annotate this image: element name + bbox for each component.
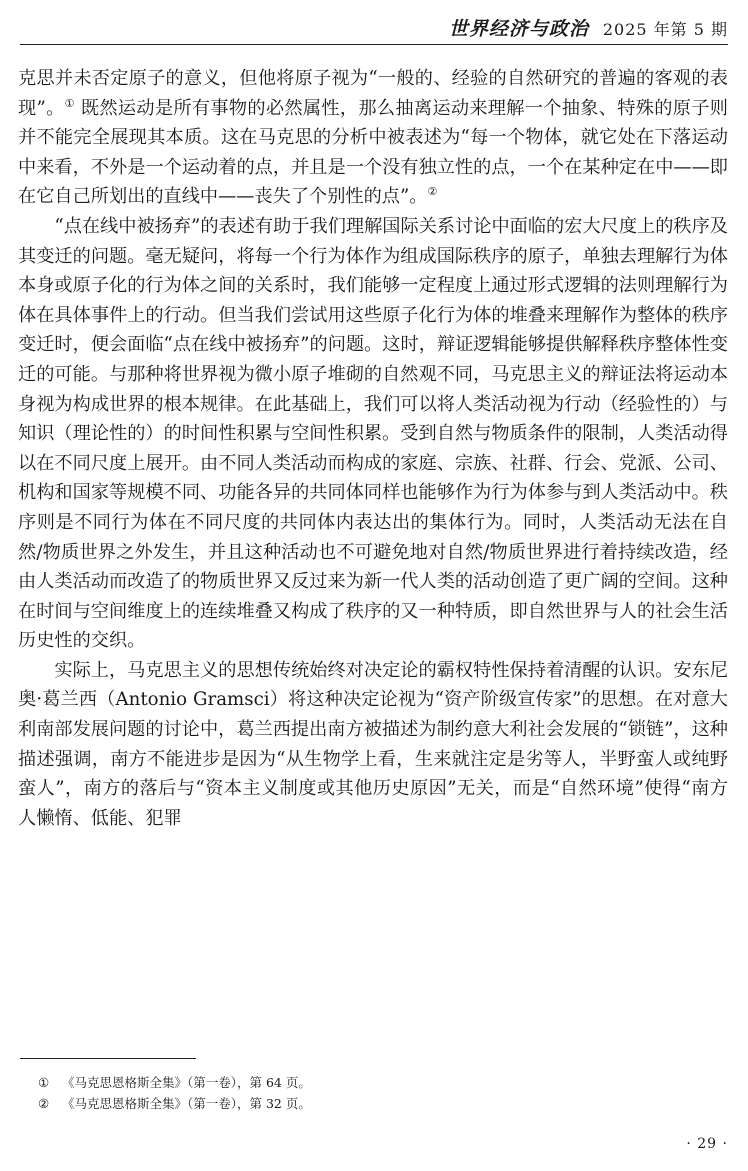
paragraph-text: 实际上，马克思主义的思想传统始终对决定论的霸权特性保持着清醒的认识。安东尼奥·葛兰西（Antonio Gramsci）将这种决定论视为“资产阶级宣传家”的思想。在对意大利南部发展问题的讨论中，葛兰西提出南方被描述为制约意大利社会发展的“锁链”，这种描述强调，南方不能进步是因为“从生物学上看，生来就注定是劣等人，半野蛮人或纯野蛮人”，南方的落后与“资本主义制度或其他历史原因”无关，而是“自然环境”使得“南方人懒惰、低能、犯罪 (18, 659, 728, 829)
footnote-marker: ② (38, 1096, 50, 1111)
paragraph-text: 克思并未否定原子的意义，但他将原子视为“一般的、经验的自然研究的普遍的客观的表现”。 (18, 68, 728, 119)
footnote-marker: ① (38, 1075, 50, 1090)
footnote-reference[interactable]: ① (64, 96, 75, 110)
footnote-divider (20, 1058, 196, 1059)
footnote-reference[interactable]: ② (427, 185, 438, 199)
journal-logo: 世界经济与政治 (448, 18, 589, 40)
running-header (20, 14, 728, 45)
issue-label: 2025 年第 5 期 (602, 20, 728, 39)
page-number: · 29 · (686, 1136, 728, 1152)
paragraph (18, 656, 728, 834)
paragraph (18, 212, 728, 656)
footnote-text: 《马克思恩格斯全集》（第一卷），第 64 页。 (62, 1075, 311, 1090)
footnote-text: 《马克思恩格斯全集》（第一卷），第 32 页。 (62, 1096, 311, 1111)
paragraph (18, 64, 728, 212)
footnotes (38, 1072, 311, 1114)
paragraph-text: 既然运动是所有事物的必然属性，那么抽离运动来理解一个抽象、特殊的原子则并不能完全展现其本质。这在马克思的分析中被表述为“每一个物体，就它处在下落运动中来看，不外是一个运动着的点，并且是一个没有独立性的点，一个在某种定在中——即在它自己所划出的直线中——丧失了个别性的点”。 (18, 97, 728, 208)
footnote-item (38, 1093, 311, 1114)
article-body (18, 64, 728, 833)
paragraph-text: “点在线中被扬弃”的表述有助于我们理解国际关系讨论中面临的宏大尺度上的秩序及其变迁的问题。毫无疑问，将每一个行为体作为组成国际秩序的原子，单独去理解行为体本身或原子化的行为体之间的关系时，我们能够一定程度上通过形式逻辑的法则理解行为体在具体事件上的行动。但当我们尝试用这些原子化行为体的堆叠来理解作为整体的秩序变迁时，便会面临“点在线中被扬弃”的问题。这时，辩证逻辑能够提供解释秩序整体性变迁的可能。与那种将世界视为微小原子堆砌的自然观不同，马克思主义的辩证法将运动本身视为构成世界的根本规律。在此基础上，我们可以将人类活动视为行动（经验性的）与知识（理论性的）的时间性积累与空间性积累。受到自然与物质条件的限制，人类活动得以在不同尺度上展开。由不同人类活动而构成的家庭、宗族、社群、行会、党派、公司、机构和国家等规模不同、功能各异的共同体同样也能够作为行为体参与到人类活动中。秩序则是不同行为体在不同尺度的共同体内表达出的集体行为。同时，人类活动无法在自然/物质世界之外发生，并且这种活动也不可避免地对自然/物质世界进行着持续改造，经由人类活动而改造了的物质世界又反过来为新一代人类的活动创造了更广阔的空间。这种在时间与空间维度上的连续堆叠又构成了秩序的又一种特质，即自然世界与人的社会生活历史性的交织。 (18, 215, 728, 652)
footnote-item (38, 1072, 311, 1093)
